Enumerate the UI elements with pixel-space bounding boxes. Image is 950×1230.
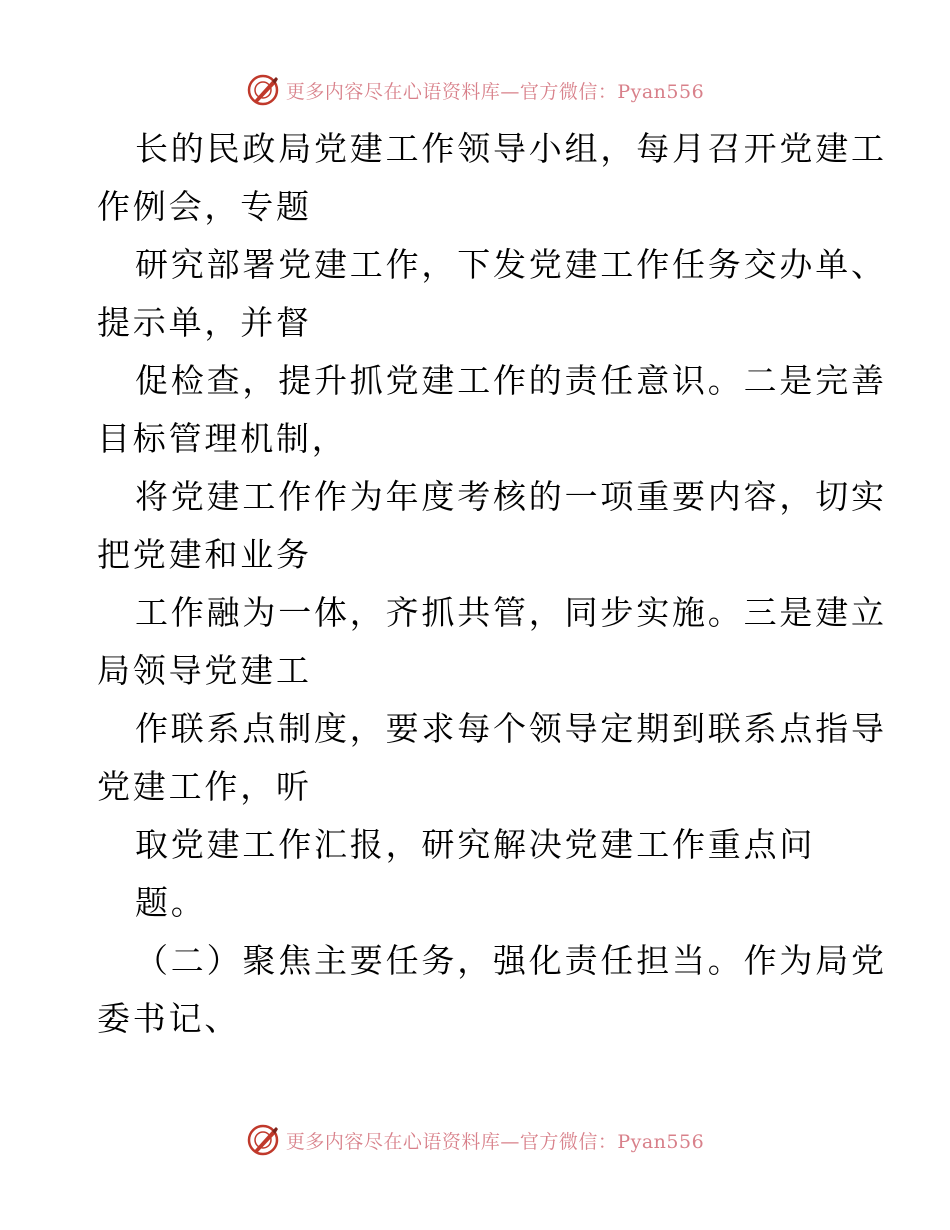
text-line: 将党建工作作为年度考核的一项重要内容，切实 — [135, 477, 887, 516]
text-line: 长的民政局党建工作领导小组，每月召开党建工 — [135, 129, 887, 168]
text-line: 取党建工作汇报，研究解决党建工作重点问 — [135, 825, 816, 864]
pen-logo-icon — [246, 73, 280, 107]
pen-logo-icon — [246, 1123, 280, 1157]
text-line: 作例会，专题 — [97, 187, 312, 226]
text-line: （二）聚焦主要任务，强化责任担当。作为局党 — [135, 941, 887, 980]
footer-banner — [0, 1120, 950, 1160]
text-line: 作联系点制度，要求每个领导定期到联系点指导 — [135, 709, 887, 748]
text-line: 委书记、 — [97, 999, 241, 1038]
banner-text: 更多内容尽在心语资料库—官方微信：Pyan556 — [285, 1130, 705, 1153]
text-line: 提示单，并督 — [97, 303, 312, 342]
text-line: 题。 — [135, 883, 207, 922]
banner-text: 更多内容尽在心语资料库—官方微信：Pyan556 — [285, 80, 705, 103]
text-line: 目标管理机制， — [97, 419, 348, 458]
text-line: 研究部署党建工作，下发党建工作任务交办单、 — [135, 245, 887, 284]
header-banner — [0, 70, 950, 110]
text-line: 促检查，提升抓党建工作的责任意识。二是完善 — [135, 361, 887, 400]
text-line: 工作融为一体，齐抓共管，同步实施。三是建立 — [135, 593, 887, 632]
text-line: 党建工作，听 — [97, 767, 312, 806]
text-line: 把党建和业务 — [97, 535, 312, 574]
text-line: 局领导党建工 — [97, 651, 312, 690]
document-body — [97, 120, 887, 1048]
